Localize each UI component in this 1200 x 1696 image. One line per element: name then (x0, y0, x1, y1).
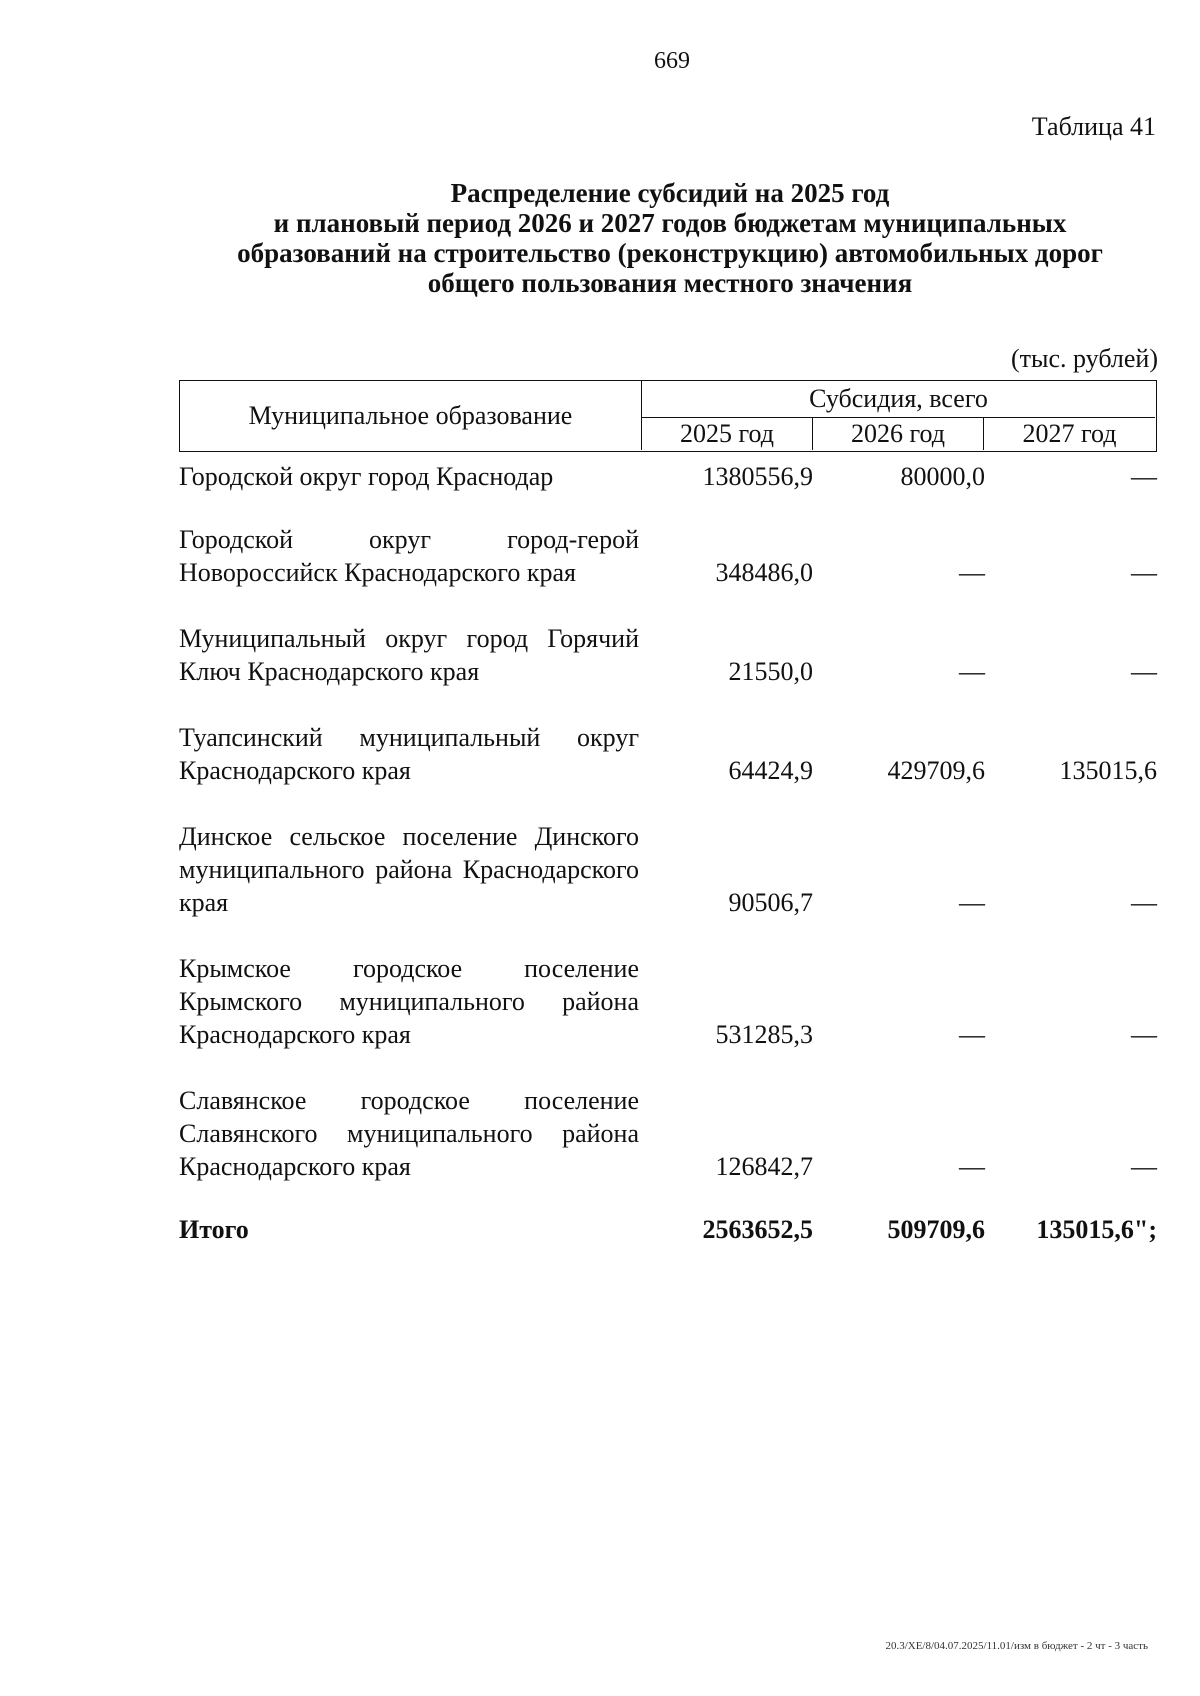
table-row (179, 622, 1157, 688)
value-2025: 64424,9 (728, 756, 813, 785)
municipality-name: Крымское городское поселение Крымского муниципального района Краснодарского края (179, 954, 639, 1049)
value-2027: — (1131, 558, 1157, 587)
table-header (179, 380, 1157, 452)
table-row (179, 820, 1157, 919)
title-line: образований на строительство (реконструкцию) автомобильных дорог (237, 238, 1103, 268)
municipality-name: Городской округ город Краснодар (179, 462, 554, 491)
title-line: общего пользования местного значения (427, 268, 913, 298)
header-year-2027: 2027 год (1022, 419, 1117, 448)
total-2027: 135015,6"; (1036, 1215, 1157, 1244)
table-row (179, 1084, 1157, 1183)
total-2026: 509709,6 (887, 1215, 985, 1244)
header-municipality: Муниципальное образование (180, 381, 642, 450)
header-subsidy-total: Субсидия, всего (642, 381, 1155, 418)
table-body (179, 460, 1157, 1246)
table-row (179, 523, 1157, 589)
value-2025: 531285,3 (715, 1020, 813, 1049)
value-2026: — (959, 888, 985, 917)
title-line: и плановый период 2026 и 2027 годов бюджетам муниципальных (273, 208, 1067, 238)
municipality-name: Славянское городское поселение Славянского муниципального района Краснодарского края (179, 1086, 639, 1181)
table-row (179, 952, 1157, 1051)
total-row (179, 1213, 1157, 1246)
header-year-2026: 2026 год (813, 418, 984, 450)
value-2025: 348486,0 (715, 558, 813, 587)
value-2027: — (1131, 888, 1157, 917)
value-2027: — (1131, 1152, 1157, 1181)
page-number: 669 (654, 48, 690, 74)
municipality-name: Динское сельское поселение Динского муниципального района Краснодарского края (179, 822, 639, 917)
value-2026: 80000,0 (900, 462, 985, 491)
units-label: (тыс. рублей) (1010, 344, 1158, 373)
total-2025: 2563652,5 (702, 1215, 813, 1244)
title-line: Распределение субсидий на 2025 год (450, 178, 890, 208)
value-2026: — (959, 1152, 985, 1181)
table-row (179, 460, 1157, 493)
municipality-name: Туапсинский муниципальный округ Краснодарского края (179, 723, 639, 785)
footer-file-path: 20.3/ХЕ/8/04.07.2025/11.01/изм в бюджет - 2 чт - 3 часть (885, 1640, 1148, 1652)
document-title (180, 178, 1160, 298)
value-2026: — (959, 558, 985, 587)
table-label: Таблица 41 (1031, 112, 1156, 141)
municipality-name: Муниципальный округ город Горячий Ключ Краснодарского края (179, 624, 639, 686)
value-2026: — (959, 657, 985, 686)
value-2025: 90506,7 (728, 888, 813, 917)
value-2025: 126842,7 (715, 1152, 813, 1181)
value-2026: 429709,6 (887, 756, 985, 785)
value-2027: — (1131, 1020, 1157, 1049)
municipality-name: Городской округ город-герой Новороссийск Краснодарского края (179, 525, 639, 587)
value-2027: — (1131, 657, 1157, 686)
value-2025: 1380556,9 (702, 462, 813, 491)
value-2025: 21550,0 (728, 657, 813, 686)
header-year-2025: 2025 год (642, 418, 813, 450)
value-2027: — (1131, 462, 1157, 491)
total-label: Итого (179, 1215, 249, 1244)
value-2027: 135015,6 (1059, 756, 1157, 785)
value-2026: — (959, 1020, 985, 1049)
table-row (179, 721, 1157, 787)
